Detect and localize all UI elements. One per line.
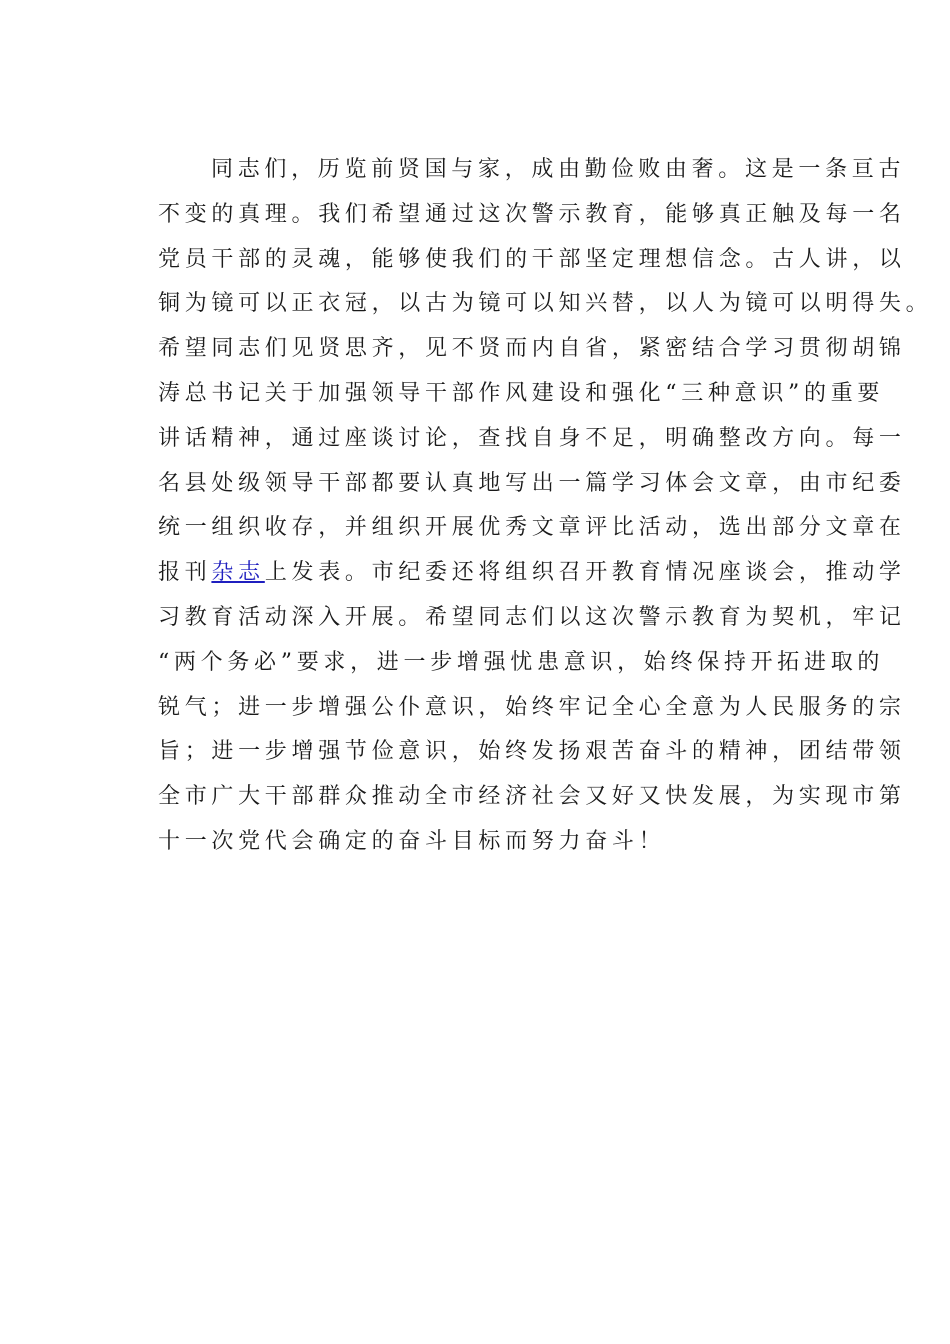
text-segment: 上发表。市纪委还将组织召开教育情况座谈会，推动学 <box>264 560 906 586</box>
text-line-12: “两个务必”要求，进一步增强忧患意识，始终保持开拓进取的 <box>158 649 885 675</box>
text-line-6: 涛总书记关于加强领导干部作风建设和强化“三种意识”的重要 <box>158 380 885 406</box>
text-line-9: 统一组织收存，并组织开展优秀文章评比活动，选出部分文章在 <box>158 515 906 541</box>
text-line-5: 希望同志们见贤思齐，见不贤而内自省，紧密结合学习贯彻胡锦 <box>158 336 906 362</box>
text-line-14: 旨；进一步增强节俭意识，始终发扬艰苦奋斗的精神，团结带领 <box>158 739 906 765</box>
body-paragraph <box>158 148 933 865</box>
text-line-8: 名县处级领导干部都要认真地写出一篇学习体会文章，由市纪委 <box>158 470 906 496</box>
text-line-10 <box>158 551 906 596</box>
magazine-link[interactable]: 杂志 <box>211 560 265 586</box>
text-line-1: 同志们，历览前贤国与家，成由勤俭败由奢。这是一条亘古 <box>211 157 906 182</box>
text-line-2: 不变的真理。我们希望通过这次警示教育，能够真正触及每一名 <box>158 201 906 227</box>
text-line-16: 十一次党代会确定的奋斗目标而努力奋斗！ <box>158 828 666 854</box>
text-segment: 报刊 <box>158 560 212 586</box>
text-line-15: 全市广大干部群众推动全市经济社会又好又快发展，为实现市第 <box>158 784 906 810</box>
text-line-4: 铜为镜可以正衣冠，以古为镜可以知兴替，以人为镜可以明得失。 <box>158 291 933 317</box>
text-line-7: 讲话精神，通过座谈讨论，查找自身不足，明确整改方向。每一 <box>158 425 906 451</box>
text-line-11: 习教育活动深入开展。希望同志们以这次警示教育为契机，牢记 <box>158 604 906 630</box>
text-line-3: 党员干部的灵魂，能够使我们的干部坚定理想信念。古人讲，以 <box>158 246 906 272</box>
text-line-13: 锐气；进一步增强公仆意识，始终牢记全心全意为人民服务的宗 <box>158 694 906 720</box>
